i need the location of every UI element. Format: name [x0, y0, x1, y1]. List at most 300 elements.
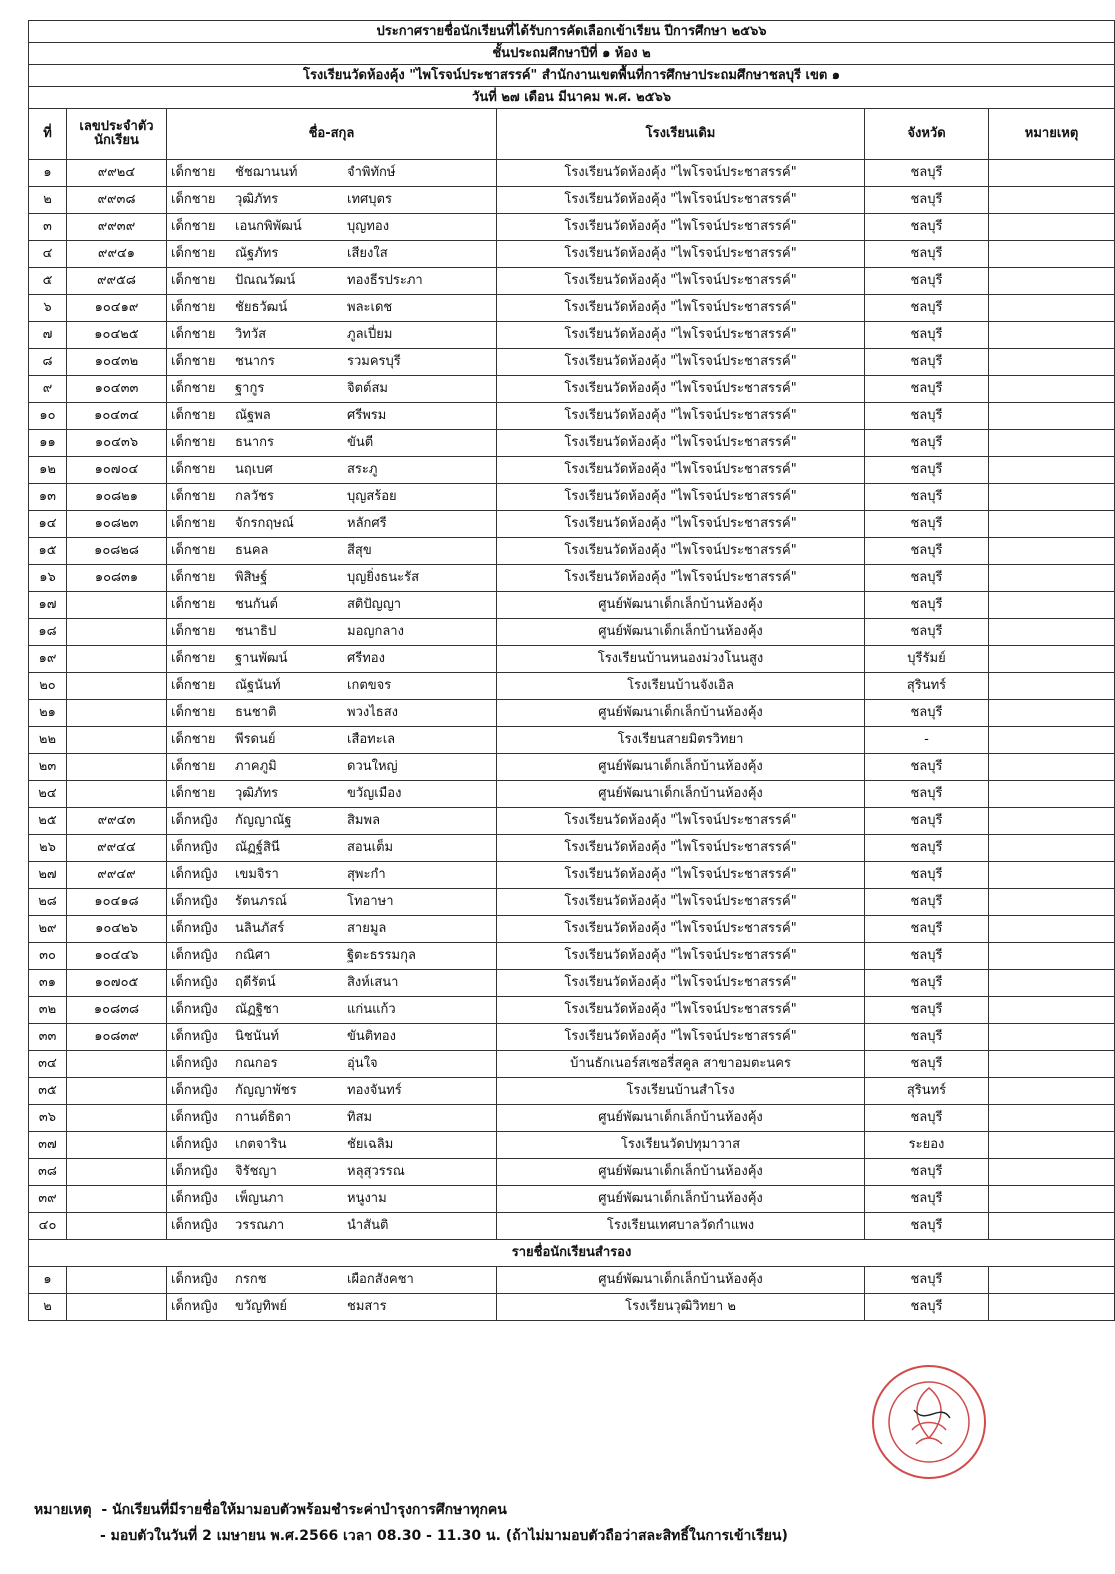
row-school: ศูนย์พัฒนาเด็กเล็กบ้านห้องคุ้ง — [497, 754, 865, 781]
row-name — [167, 322, 497, 349]
row-province: ชลบุรี — [865, 781, 989, 808]
row-remark — [989, 295, 1115, 322]
row-name — [167, 1186, 497, 1213]
first-name: เกตจาริน — [235, 1137, 287, 1152]
row-remark — [989, 160, 1115, 187]
row-no: ๓๗ — [29, 1132, 67, 1159]
first-name: ธนากร — [235, 435, 274, 450]
document-sheet — [28, 20, 1079, 1321]
name-title: เด็กหญิง — [171, 1083, 218, 1098]
row-remark — [989, 376, 1115, 403]
row-name — [167, 403, 497, 430]
name-title: เด็กชาย — [171, 408, 216, 423]
last-name: เสือทะเล — [347, 732, 396, 747]
row-remark — [989, 619, 1115, 646]
last-name: ทองจันทร์ — [347, 1083, 402, 1098]
first-name: นิชนันท์ — [235, 1029, 280, 1044]
name-title: เด็กหญิง — [171, 1029, 218, 1044]
row-no: ๒๗ — [29, 862, 67, 889]
row-student-id: ๑๐๘๒๑ — [67, 484, 167, 511]
row-school: โรงเรียนสายมิตรวิทยา — [497, 727, 865, 754]
first-name: จิรัชญา — [235, 1164, 277, 1179]
row-province: ชลบุรี — [865, 619, 989, 646]
row-province: ชลบุรี — [865, 511, 989, 538]
row-no: ๑๖ — [29, 565, 67, 592]
last-name: สติปัญญา — [347, 597, 402, 612]
table-row — [29, 484, 1115, 511]
last-name: ขันตี — [347, 435, 374, 450]
row-name — [167, 1105, 497, 1132]
name-title: เด็กชาย — [171, 435, 216, 450]
first-name: ณัฏฐิชา — [235, 1002, 280, 1017]
first-name: ธนชาติ — [235, 705, 277, 720]
row-province: ชลบุรี — [865, 997, 989, 1024]
row-no: ๑๒ — [29, 457, 67, 484]
row-school: โรงเรียนวัดห้องคุ้ง "ไพโรจน์ประชาสรรค์" — [497, 322, 865, 349]
row-student-id — [67, 646, 167, 673]
row-school: โรงเรียนวัดห้องคุ้ง "ไพโรจน์ประชาสรรค์" — [497, 349, 865, 376]
row-school: โรงเรียนวัดห้องคุ้ง "ไพโรจน์ประชาสรรค์" — [497, 835, 865, 862]
row-school: ศูนย์พัฒนาเด็กเล็กบ้านห้องคุ้ง — [497, 619, 865, 646]
date-line: วันที่ ๒๗ เดือน มีนาคม พ.ศ. ๒๕๖๖ — [29, 87, 1115, 109]
row-school: โรงเรียนวัดห้องคุ้ง "ไพโรจน์ประชาสรรค์" — [497, 160, 865, 187]
table-row — [29, 1024, 1115, 1051]
row-no: ๓๕ — [29, 1078, 67, 1105]
row-student-id: ๙๙๓๘ — [67, 187, 167, 214]
last-name: ศรีพรม — [347, 408, 387, 423]
table-row — [29, 322, 1115, 349]
row-name — [167, 646, 497, 673]
row-school: โรงเรียนวัดห้องคุ้ง "ไพโรจน์ประชาสรรค์" — [497, 808, 865, 835]
row-school: โรงเรียนวัดห้องคุ้ง "ไพโรจน์ประชาสรรค์" — [497, 538, 865, 565]
row-student-id — [67, 673, 167, 700]
row-remark — [989, 916, 1115, 943]
row-no: ๒๕ — [29, 808, 67, 835]
row-remark — [989, 403, 1115, 430]
row-name — [167, 700, 497, 727]
row-name — [167, 997, 497, 1024]
last-name: ทิสม — [347, 1110, 373, 1125]
row-school: โรงเรียนวัดปทุมาวาส — [497, 1132, 865, 1159]
name-title: เด็กชาย — [171, 246, 216, 261]
table-row — [29, 538, 1115, 565]
row-name — [167, 1078, 497, 1105]
table-row — [29, 376, 1115, 403]
first-name: กณกอร — [235, 1056, 278, 1071]
row-no: ๓๓ — [29, 1024, 67, 1051]
row-name — [167, 214, 497, 241]
row-province: ชลบุรี — [865, 538, 989, 565]
table-row — [29, 673, 1115, 700]
row-province: ชลบุรี — [865, 1105, 989, 1132]
row-no: ๗ — [29, 322, 67, 349]
row-name — [167, 430, 497, 457]
table-row — [29, 619, 1115, 646]
row-no: ๕ — [29, 268, 67, 295]
row-student-id: ๑๐๔๒๕ — [67, 322, 167, 349]
last-name: สอนเต็ม — [347, 840, 394, 855]
name-title: เด็กหญิง — [171, 948, 218, 963]
name-title: เด็กชาย — [171, 570, 216, 585]
first-name: ปัณณวัฒน์ — [235, 273, 296, 288]
row-province: ชลบุรี — [865, 808, 989, 835]
name-title: เด็กหญิง — [171, 1218, 218, 1233]
row-student-id: ๙๙๕๘ — [67, 268, 167, 295]
notes — [34, 1497, 788, 1549]
table-row — [29, 835, 1115, 862]
first-name: ณัฐนันท์ — [235, 678, 281, 693]
row-province: ชลบุรี — [865, 295, 989, 322]
name-title: เด็กหญิง — [171, 1164, 218, 1179]
first-name: เพ็ญนภา — [235, 1191, 284, 1206]
row-name — [167, 268, 497, 295]
first-name: กัญญาพัชร — [235, 1083, 297, 1098]
last-name: เผือกสังคชา — [347, 1272, 414, 1287]
row-province: ชลบุรี — [865, 241, 989, 268]
row-student-id — [67, 1213, 167, 1240]
row-student-id: ๑๐๔๓๒ — [67, 349, 167, 376]
row-name — [167, 1294, 497, 1321]
row-no: ๔ — [29, 241, 67, 268]
row-name — [167, 727, 497, 754]
row-province: ชลบุรี — [865, 187, 989, 214]
row-school: โรงเรียนวัดห้องคุ้ง "ไพโรจน์ประชาสรรค์" — [497, 1024, 865, 1051]
row-student-id: ๑๐๗๐๕ — [67, 970, 167, 997]
first-name: ชัชฌานนท์ — [235, 165, 298, 180]
row-province: บุรีรัมย์ — [865, 646, 989, 673]
name-title: เด็กหญิง — [171, 867, 218, 882]
row-student-id: ๙๙๔๔ — [67, 835, 167, 862]
row-student-id: ๑๐๔๔๖ — [67, 943, 167, 970]
row-school: โรงเรียนบ้านสำโรง — [497, 1078, 865, 1105]
table-row — [29, 403, 1115, 430]
row-remark — [989, 538, 1115, 565]
row-no: ๒๔ — [29, 781, 67, 808]
first-name: กานต์ธิดา — [235, 1110, 292, 1125]
table-row — [29, 646, 1115, 673]
name-title: เด็กหญิง — [171, 1191, 218, 1206]
row-province: ชลบุรี — [865, 835, 989, 862]
row-student-id: ๑๐๔๑๘ — [67, 889, 167, 916]
name-title: เด็กชาย — [171, 651, 216, 666]
table-row — [29, 511, 1115, 538]
notes-label: หมายเหตุ — [34, 1502, 92, 1518]
name-title: เด็กชาย — [171, 624, 216, 639]
row-remark — [989, 322, 1115, 349]
name-title: เด็กชาย — [171, 354, 216, 369]
row-remark — [989, 1024, 1115, 1051]
row-name — [167, 1159, 497, 1186]
row-no: ๓๒ — [29, 997, 67, 1024]
table-row — [29, 214, 1115, 241]
row-no: ๓๐ — [29, 943, 67, 970]
last-name: พวงไธสง — [347, 705, 398, 720]
table-row — [29, 1186, 1115, 1213]
row-school: ศูนย์พัฒนาเด็กเล็กบ้านห้องคุ้ง — [497, 1186, 865, 1213]
name-title: เด็กชาย — [171, 300, 216, 315]
last-name: ชัยเฉลิม — [347, 1137, 394, 1152]
row-remark — [989, 1267, 1115, 1294]
row-province: ชลบุรี — [865, 349, 989, 376]
table-row — [29, 943, 1115, 970]
last-name: บุญยิ่งธนะรัส — [347, 570, 420, 585]
row-no: ๒ — [29, 1294, 67, 1321]
row-remark — [989, 673, 1115, 700]
row-name — [167, 349, 497, 376]
row-no: ๑๘ — [29, 619, 67, 646]
table-row — [29, 916, 1115, 943]
table-row — [29, 727, 1115, 754]
table-row — [29, 187, 1115, 214]
row-province: ชลบุรี — [865, 592, 989, 619]
row-no: ๓๙ — [29, 1186, 67, 1213]
table-row — [29, 1105, 1115, 1132]
row-remark — [989, 889, 1115, 916]
row-school: โรงเรียนวัดห้องคุ้ง "ไพโรจน์ประชาสรรค์" — [497, 430, 865, 457]
last-name: สระภู — [347, 462, 378, 477]
first-name: ชัยธวัฒน์ — [235, 300, 288, 315]
row-province: ชลบุรี — [865, 403, 989, 430]
row-province: ชลบุรี — [865, 889, 989, 916]
col-school: โรงเรียนเดิม — [497, 109, 865, 160]
table-row — [29, 349, 1115, 376]
row-no: ๒๐ — [29, 673, 67, 700]
row-name — [167, 781, 497, 808]
row-no: ๒๑ — [29, 700, 67, 727]
row-province: ชลบุรี — [865, 1213, 989, 1240]
row-remark — [989, 511, 1115, 538]
row-no: ๔๐ — [29, 1213, 67, 1240]
last-name: สายมูล — [347, 921, 387, 936]
last-name: จำพิทักษ์ — [347, 165, 396, 180]
row-province: สุรินทร์ — [865, 1078, 989, 1105]
row-name — [167, 970, 497, 997]
table-row — [29, 1267, 1115, 1294]
row-province: ชลบุรี — [865, 160, 989, 187]
name-title: เด็กชาย — [171, 192, 216, 207]
row-school: โรงเรียนวัดห้องคุ้ง "ไพโรจน์ประชาสรรค์" — [497, 241, 865, 268]
first-name: จักรกฤษณ์ — [235, 516, 294, 531]
name-title: เด็กชาย — [171, 759, 216, 774]
row-remark — [989, 1051, 1115, 1078]
last-name: มอญกลาง — [347, 624, 404, 639]
row-school: ศูนย์พัฒนาเด็กเล็กบ้านห้องคุ้ง — [497, 1159, 865, 1186]
row-remark — [989, 754, 1115, 781]
last-name: อุ่นใจ — [347, 1056, 378, 1071]
first-name: ฐากูร — [235, 381, 265, 396]
row-school: โรงเรียนวัดห้องคุ้ง "ไพโรจน์ประชาสรรค์" — [497, 403, 865, 430]
name-title: เด็กหญิง — [171, 921, 218, 936]
school-seal-icon — [864, 1360, 994, 1490]
table-row — [29, 808, 1115, 835]
row-remark — [989, 1159, 1115, 1186]
row-remark — [989, 727, 1115, 754]
row-remark — [989, 214, 1115, 241]
table-row — [29, 160, 1115, 187]
row-province: สุรินทร์ — [865, 673, 989, 700]
first-name: กัญญาณัฐ — [235, 813, 292, 828]
row-remark — [989, 862, 1115, 889]
row-remark — [989, 1186, 1115, 1213]
table-row — [29, 565, 1115, 592]
row-province: ชลบุรี — [865, 754, 989, 781]
last-name: เกตขจร — [347, 678, 392, 693]
reserve-rows — [29, 1267, 1115, 1321]
row-school: โรงเรียนวัดห้องคุ้ง "ไพโรจน์ประชาสรรค์" — [497, 187, 865, 214]
last-name: สีสุข — [347, 543, 372, 558]
name-title: เด็กชาย — [171, 381, 216, 396]
row-school: บ้านธักเนอร์สเซอรี่สคูล สาขาอมตะนคร — [497, 1051, 865, 1078]
row-province: ชลบุรี — [865, 484, 989, 511]
row-name — [167, 1213, 497, 1240]
first-name: กณิศา — [235, 948, 271, 963]
last-name: นำสันติ — [347, 1218, 389, 1233]
last-name: หลักศรี — [347, 516, 387, 531]
student-rows — [29, 160, 1115, 1240]
first-name: วุฒิภัทร — [235, 192, 279, 207]
row-student-id: ๑๐๘๒๘ — [67, 538, 167, 565]
grade-line: ชั้นประถมศึกษาปีที่ ๑ ห้อง ๒ — [29, 43, 1115, 65]
row-school: โรงเรียนวัดห้องคุ้ง "ไพโรจน์ประชาสรรค์" — [497, 511, 865, 538]
name-title: เด็กชาย — [171, 219, 216, 234]
table-row — [29, 700, 1115, 727]
row-province: ระยอง — [865, 1132, 989, 1159]
row-remark — [989, 943, 1115, 970]
row-school: โรงเรียนวัดห้องคุ้ง "ไพโรจน์ประชาสรรค์" — [497, 565, 865, 592]
name-title: เด็กชาย — [171, 678, 216, 693]
row-student-id — [67, 700, 167, 727]
col-no: ที่ — [29, 109, 67, 160]
name-title: เด็กชาย — [171, 489, 216, 504]
row-province: ชลบุรี — [865, 376, 989, 403]
name-title: เด็กชาย — [171, 327, 216, 342]
table-row — [29, 997, 1115, 1024]
row-remark — [989, 484, 1115, 511]
row-remark — [989, 646, 1115, 673]
first-name: ฐานพัฒน์ — [235, 651, 288, 666]
row-no: ๓๖ — [29, 1105, 67, 1132]
col-remark: หมายเหตุ — [989, 109, 1115, 160]
first-name: พีรดนย์ — [235, 732, 276, 747]
name-title: เด็กหญิง — [171, 813, 218, 828]
name-title: เด็กหญิง — [171, 1272, 218, 1287]
row-no: ๑๗ — [29, 592, 67, 619]
table-row — [29, 1132, 1115, 1159]
row-name — [167, 1024, 497, 1051]
row-school: โรงเรียนบ้านจังเอิล — [497, 673, 865, 700]
first-name: ขวัญทิพย์ — [235, 1299, 288, 1314]
row-name — [167, 619, 497, 646]
row-student-id: ๑๐๘๒๓ — [67, 511, 167, 538]
row-province: ชลบุรี — [865, 1024, 989, 1051]
row-remark — [989, 1078, 1115, 1105]
name-title: เด็กหญิง — [171, 840, 218, 855]
last-name: แก่นแก้ว — [347, 1002, 396, 1017]
name-title: เด็กหญิง — [171, 1002, 218, 1017]
row-no: ๑๐ — [29, 403, 67, 430]
first-name: วุฒิภัทร — [235, 786, 279, 801]
row-province: ชลบุรี — [865, 1294, 989, 1321]
first-name: นฤเบศ — [235, 462, 273, 477]
first-name: ธนคล — [235, 543, 269, 558]
row-remark — [989, 565, 1115, 592]
row-student-id: ๑๐๔๓๔ — [67, 403, 167, 430]
table-row — [29, 268, 1115, 295]
row-name — [167, 484, 497, 511]
row-name — [167, 295, 497, 322]
row-name — [167, 1267, 497, 1294]
row-province: ชลบุรี — [865, 268, 989, 295]
row-no: ๒ — [29, 187, 67, 214]
row-no: ๑ — [29, 1267, 67, 1294]
row-school: โรงเรียนวัดห้องคุ้ง "ไพโรจน์ประชาสรรค์" — [497, 214, 865, 241]
row-no: ๒๓ — [29, 754, 67, 781]
row-remark — [989, 268, 1115, 295]
row-school: โรงเรียนวัดห้องคุ้ง "ไพโรจน์ประชาสรรค์" — [497, 376, 865, 403]
row-name — [167, 187, 497, 214]
row-school: โรงเรียนวัดห้องคุ้ง "ไพโรจน์ประชาสรรค์" — [497, 484, 865, 511]
row-student-id — [67, 727, 167, 754]
name-title: เด็กชาย — [171, 165, 216, 180]
row-school: โรงเรียนวัดห้องคุ้ง "ไพโรจน์ประชาสรรค์" — [497, 916, 865, 943]
last-name: สิงห์เสนา — [347, 975, 399, 990]
row-name — [167, 592, 497, 619]
row-remark — [989, 970, 1115, 997]
row-no: ๑๙ — [29, 646, 67, 673]
first-name: เขมจิรา — [235, 867, 279, 882]
row-province: ชลบุรี — [865, 1186, 989, 1213]
row-remark — [989, 835, 1115, 862]
row-province: ชลบุรี — [865, 1267, 989, 1294]
row-school: ศูนย์พัฒนาเด็กเล็กบ้านห้องคุ้ง — [497, 592, 865, 619]
row-school: โรงเรียนวัดห้องคุ้ง "ไพโรจน์ประชาสรรค์" — [497, 862, 865, 889]
row-student-id: ๙๙๒๔ — [67, 160, 167, 187]
table-row — [29, 430, 1115, 457]
row-name — [167, 511, 497, 538]
row-remark — [989, 457, 1115, 484]
name-title: เด็กชาย — [171, 543, 216, 558]
last-name: ฐิตะธรรมกุล — [347, 948, 416, 963]
row-student-id — [67, 1294, 167, 1321]
name-title: เด็กชาย — [171, 273, 216, 288]
row-student-id — [67, 1105, 167, 1132]
col-province: จังหวัด — [865, 109, 989, 160]
row-province: ชลบุรี — [865, 214, 989, 241]
row-name — [167, 241, 497, 268]
row-no: ๑ — [29, 160, 67, 187]
first-name: ภาคภูมิ — [235, 759, 277, 774]
last-name: ขวัญเมือง — [347, 786, 402, 801]
name-title: เด็กหญิง — [171, 894, 218, 909]
row-student-id: ๑๐๘๓๘ — [67, 997, 167, 1024]
name-title: เด็กหญิง — [171, 1137, 218, 1152]
row-no: ๑๑ — [29, 430, 67, 457]
last-name: ศรีทอง — [347, 651, 385, 666]
row-student-id: ๙๙๓๙ — [67, 214, 167, 241]
row-no: ๙ — [29, 376, 67, 403]
last-name: บุญทอง — [347, 219, 390, 234]
row-name — [167, 538, 497, 565]
row-province: ชลบุรี — [865, 916, 989, 943]
first-name: วรรณภา — [235, 1218, 285, 1233]
first-name: รัตนภรณ์ — [235, 894, 287, 909]
row-student-id — [67, 1186, 167, 1213]
row-school: โรงเรียนวัดห้องคุ้ง "ไพโรจน์ประชาสรรค์" — [497, 943, 865, 970]
row-student-id — [67, 592, 167, 619]
first-name: ณัฐพล — [235, 408, 271, 423]
row-province: ชลบุรี — [865, 565, 989, 592]
row-remark — [989, 1105, 1115, 1132]
